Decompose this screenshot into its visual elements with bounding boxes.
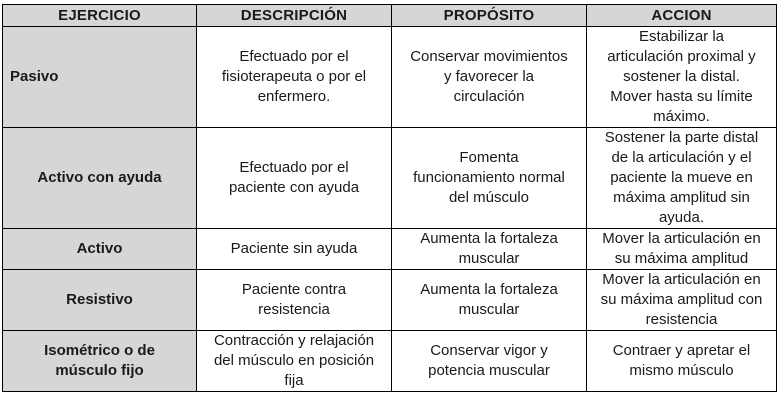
cell-line: Aumenta la fortaleza bbox=[420, 230, 558, 247]
table-row bbox=[3, 270, 777, 331]
proposito-cell bbox=[392, 128, 587, 229]
cell-line: fija bbox=[284, 372, 304, 389]
cell-line: su máxima amplitud bbox=[614, 250, 749, 267]
cell-line: Contraer y apretar el bbox=[612, 342, 751, 359]
accion-cell bbox=[587, 229, 777, 270]
cell-line: máximo. bbox=[653, 108, 710, 125]
cell-line: fisioterapeuta o por el bbox=[221, 68, 367, 85]
accion-cell bbox=[587, 128, 777, 229]
table-row bbox=[3, 128, 777, 229]
cell-line: Efectuado por el bbox=[239, 48, 349, 65]
ejercicio-cell bbox=[3, 331, 197, 392]
cell-line: máxima amplitud sin bbox=[613, 189, 750, 206]
proposito-cell bbox=[392, 331, 587, 392]
cell-line: paciente la mueve en bbox=[610, 169, 753, 186]
cell-line: sostener la distal. bbox=[623, 68, 740, 85]
cell-line: articulación proximal y bbox=[607, 48, 756, 65]
cell-line: resistencia bbox=[258, 301, 330, 318]
header-proposito: PROPÓSITO bbox=[392, 5, 587, 27]
cell-line: Sostener la parte distal bbox=[604, 129, 759, 146]
proposito-cell bbox=[392, 27, 587, 128]
table-row bbox=[3, 331, 777, 392]
cell-line: muscular bbox=[458, 301, 520, 318]
ejercicio-cell: Activo bbox=[3, 229, 197, 270]
cell-line: paciente con ayuda bbox=[228, 179, 360, 196]
cell-line: resistencia bbox=[645, 311, 718, 328]
cell-line: del músculo bbox=[448, 189, 530, 206]
cell-line: potencia muscular bbox=[428, 362, 550, 379]
ejercicio-cell: Activo con ayuda bbox=[3, 128, 197, 229]
cell-line: mismo músculo bbox=[629, 362, 734, 379]
cell-line: circulación bbox=[453, 88, 525, 105]
exercise-table bbox=[2, 4, 777, 392]
ejercicio-cell: Pasivo bbox=[3, 27, 197, 128]
cell-line: Conservar vigor y bbox=[430, 342, 548, 359]
cell-line: Paciente sin ayuda bbox=[230, 240, 358, 257]
cell-line: del músculo en posición bbox=[213, 352, 375, 369]
cell-line: Mover la articulación en bbox=[602, 230, 761, 247]
descripcion-cell bbox=[197, 128, 392, 229]
descripcion-cell bbox=[197, 229, 392, 270]
table-row bbox=[3, 229, 777, 270]
cell-line: Paciente contra bbox=[241, 281, 347, 298]
cell-line: de la articulación y el bbox=[611, 149, 752, 166]
cell-line: su máxima amplitud con bbox=[600, 291, 763, 308]
accion-cell bbox=[587, 270, 777, 331]
header-ejercicio: EJERCICIO bbox=[3, 5, 197, 27]
cell-line: Efectuado por el bbox=[239, 159, 349, 176]
cell-line: Mover hasta su límite bbox=[610, 88, 753, 105]
cell-line: muscular bbox=[458, 250, 520, 267]
cell-line: Aumenta la fortaleza bbox=[420, 281, 558, 298]
cell-line: y favorecer la bbox=[443, 68, 535, 85]
descripcion-cell bbox=[197, 270, 392, 331]
table-row bbox=[3, 27, 777, 128]
cell-line: Mover la articulación en bbox=[602, 271, 761, 288]
cell-line: ayuda. bbox=[658, 209, 705, 226]
accion-cell bbox=[587, 331, 777, 392]
cell-line: Conservar movimientos bbox=[410, 48, 568, 65]
descripcion-cell bbox=[197, 27, 392, 128]
proposito-cell bbox=[392, 229, 587, 270]
header-descripcion: DESCRIPCIÓN bbox=[197, 5, 392, 27]
cell-line: músculo fijo bbox=[55, 362, 144, 379]
header-accion: ACCION bbox=[587, 5, 777, 27]
accion-cell bbox=[587, 27, 777, 128]
proposito-cell bbox=[392, 270, 587, 331]
descripcion-cell bbox=[197, 331, 392, 392]
ejercicio-cell: Resistivo bbox=[3, 270, 197, 331]
cell-line: Isométrico o de bbox=[44, 342, 155, 359]
cell-line: Estabilizar la bbox=[638, 28, 725, 45]
cell-line: Contracción y relajación bbox=[213, 332, 375, 349]
cell-line: enfermero. bbox=[257, 88, 331, 105]
cell-line: funcionamiento normal bbox=[413, 169, 565, 186]
header-row bbox=[3, 5, 777, 27]
cell-line: Fomenta bbox=[459, 149, 519, 166]
